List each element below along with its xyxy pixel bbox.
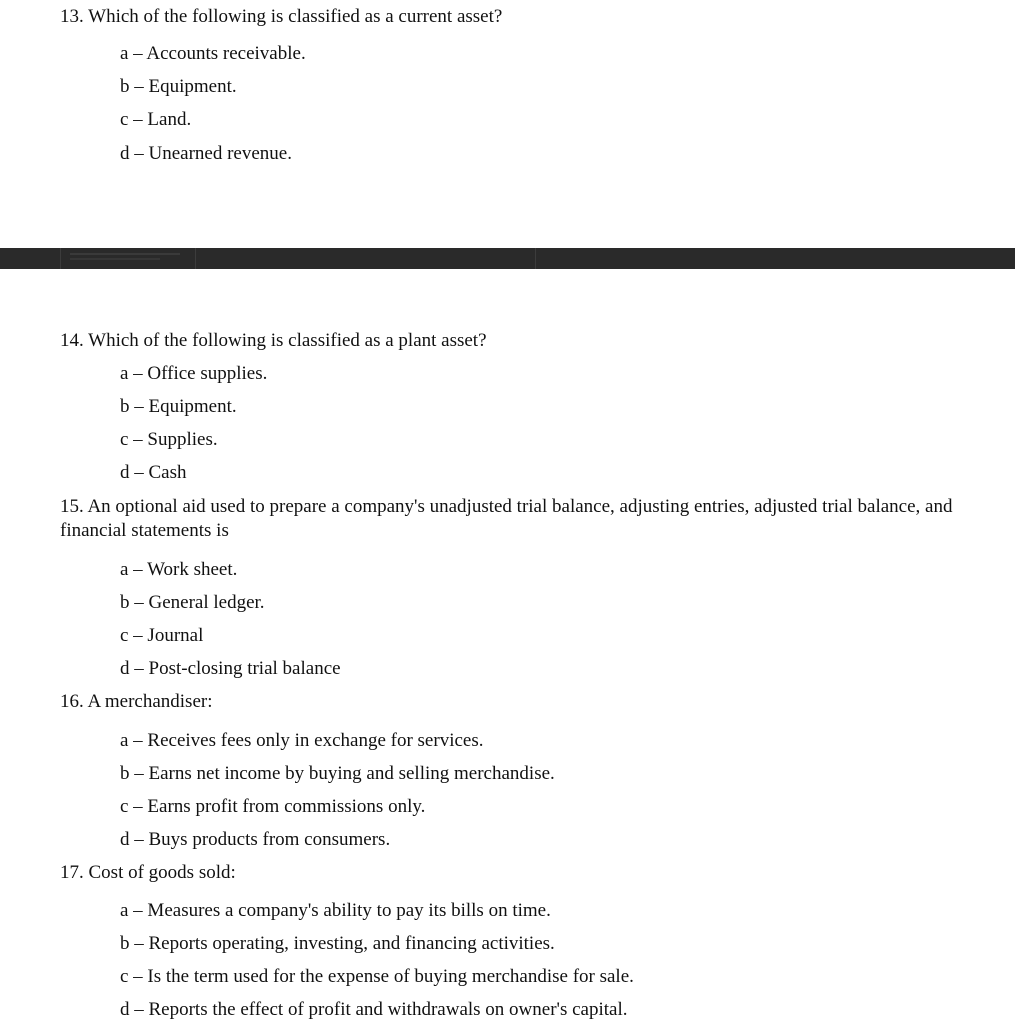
question-15-option-b: b – General ledger.	[120, 592, 265, 613]
question-16-option-a: a – Receives fees only in exchange for services.	[120, 730, 484, 751]
question-14-prompt: 14. Which of the following is classified as a plant asset?	[60, 330, 487, 351]
toolbar-separator	[195, 248, 196, 269]
question-17-option-d: d – Reports the effect of profit and withdrawals on owner's capital.	[120, 999, 628, 1020]
toolbar-ghost-line	[70, 258, 160, 260]
question-15-option-c: c – Journal	[120, 625, 204, 646]
question-14-option-b: b – Equipment.	[120, 396, 237, 417]
question-14-option-c: c – Supplies.	[120, 429, 218, 450]
toolbar-separator	[60, 248, 61, 269]
question-14-option-d: d – Cash	[120, 462, 187, 483]
question-16-option-b: b – Earns net income by buying and selling merchandise.	[120, 763, 555, 784]
question-16-option-c: c – Earns profit from commissions only.	[120, 796, 426, 817]
question-16-option-d: d – Buys products from consumers.	[120, 829, 391, 850]
question-13-option-a: a – Accounts receivable.	[120, 43, 306, 64]
question-17-prompt: 17. Cost of goods sold:	[60, 862, 236, 883]
question-13-option-b: b – Equipment.	[120, 76, 237, 97]
question-16-prompt: 16. A merchandiser:	[60, 691, 213, 712]
question-13-prompt: 13. Which of the following is classified as a current asset?	[60, 6, 503, 27]
question-13-option-c: c – Land.	[120, 109, 192, 130]
question-17-option-b: b – Reports operating, investing, and financing activities.	[120, 933, 555, 954]
question-13-option-d: d – Unearned revenue.	[120, 143, 292, 164]
question-17-option-c: c – Is the term used for the expense of buying merchandise for sale.	[120, 966, 634, 987]
toolbar-separator	[535, 248, 536, 269]
question-14-option-a: a – Office supplies.	[120, 363, 268, 384]
page-divider-bar	[0, 248, 1015, 269]
question-15-prompt: 15. An optional aid used to prepare a company's unadjusted trial balance, adjusting entries, adjusted trial balance, and financial statements is	[60, 496, 953, 541]
question-17-option-a: a – Measures a company's ability to pay its bills on time.	[120, 900, 551, 921]
question-15-option-d: d – Post-closing trial balance	[120, 658, 341, 679]
toolbar-ghost-line	[70, 253, 180, 255]
question-15-option-a: a – Work sheet.	[120, 559, 238, 580]
